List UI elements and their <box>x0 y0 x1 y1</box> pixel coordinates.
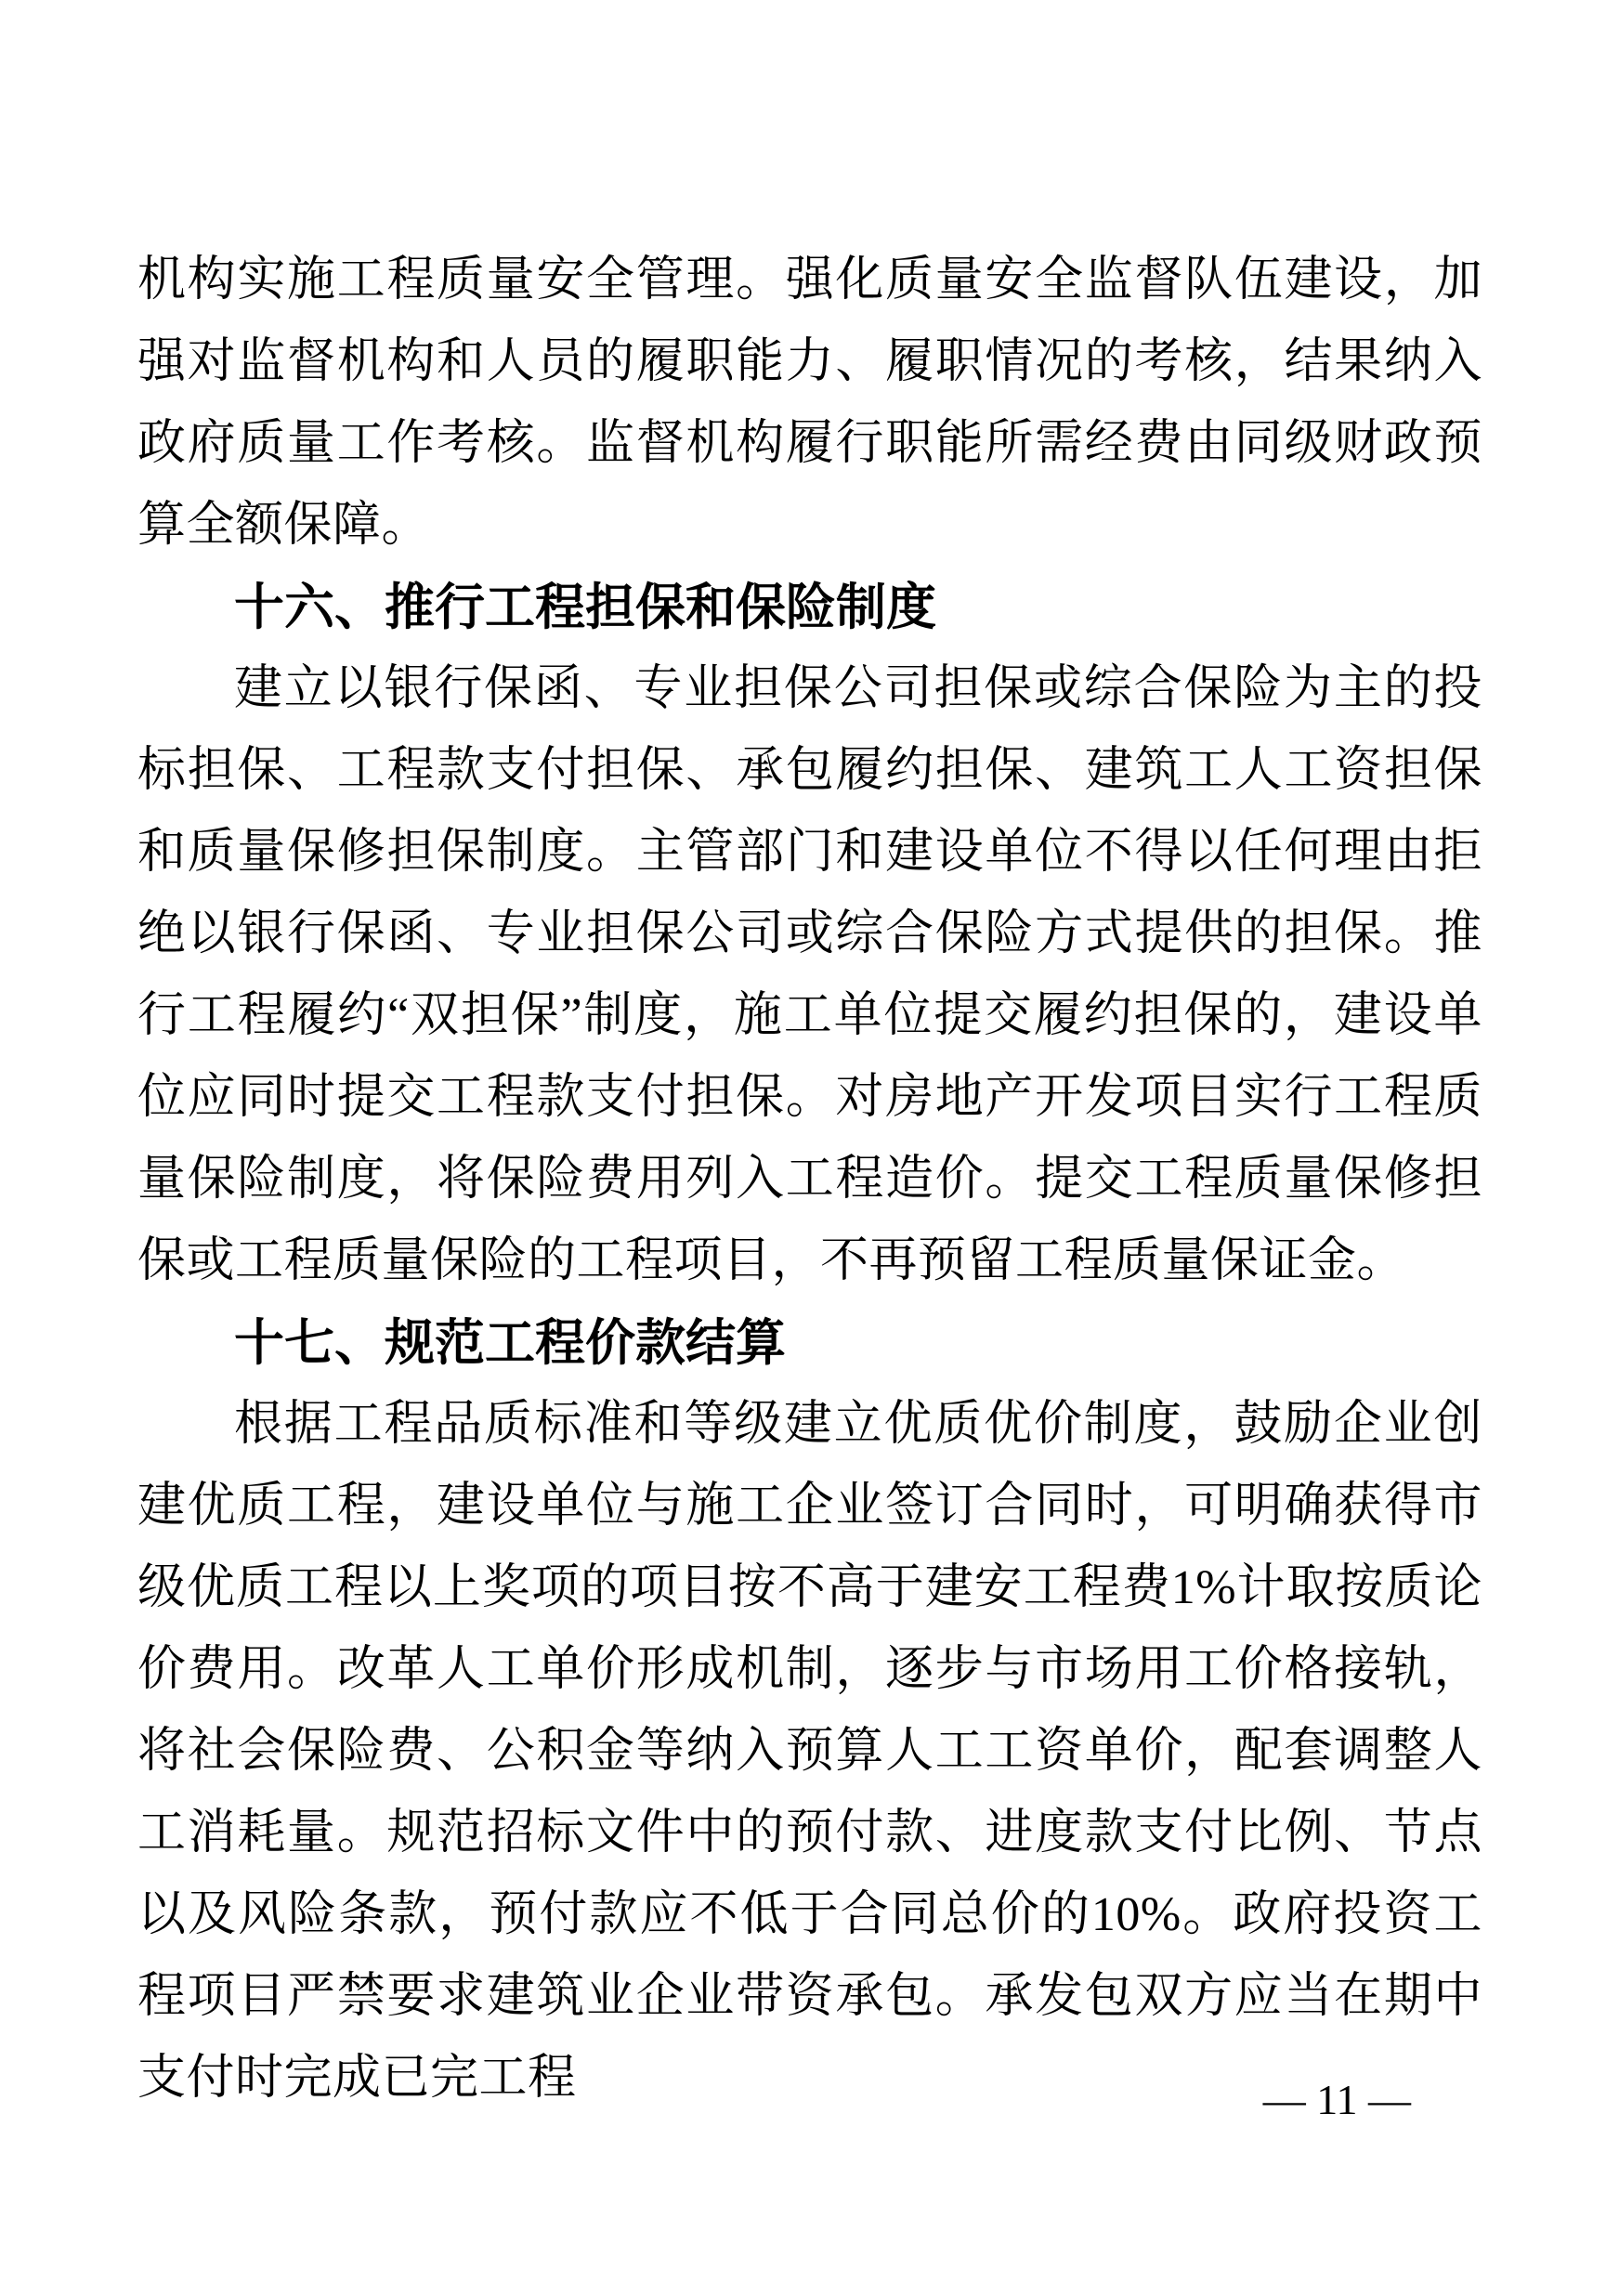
body-paragraph-guarantee-insurance: 建立以银行保函、专业担保公司担保或综合保险为主的投标担保、工程款支付担保、承包履约担保、建筑工人工资担保和质量保修担保制度。主管部门和建设单位不得以任何理由拒绝以银行保函、专业担保公司或综合保险方式提供的担保。推行工程履约“双担保”制度，施工单位提交履约担保的，建设单位应同时提交工程款支付担保。对房地产开发项目实行工程质量保险制度，将保险费用列入工程造价。提交工程质量保修担保或工程质量保险的工程项目，不再预留工程质量保证金。 <box>137 662 1482 1287</box>
body-paragraph-price-settlement: 根据工程品质标准和等级建立优质优价制度，鼓励企业创建优质工程，建设单位与施工企业签订合同时，可明确获得市级优质工程以上奖项的项目按不高于建安工程费1%计取按质论价费用。改革人工单价形成机制，逐步与市场用工价格接轨，将社会保险费、公积金等纳入预算人工工资单价，配套调整人工消耗量。规范招标文件中的预付款、进度款支付比例、节点以及风险条款，预付款应不低于合同总价的10%。政府投资工程项目严禁要求建筑业企业带资承包。承发包双方应当在期中支付时完成已完工程 <box>137 1398 1482 2105</box>
section-heading-16: 十六、推行工程担保和保险制度 <box>234 580 936 635</box>
document-body <box>137 240 1482 2120</box>
section-heading-17: 十七、规范工程价款结算 <box>234 1315 786 1371</box>
page-number: — 11 — <box>1262 2076 1411 2123</box>
body-paragraph-continuation: 机构实施工程质量安全管理。强化质量安全监督队伍建设，加强对监督机构和人员的履职能力、履职情况的考核，结果纳入政府质量工作考核。监督机构履行职能所需经费由同级财政预算全额保障。 <box>137 254 1482 552</box>
